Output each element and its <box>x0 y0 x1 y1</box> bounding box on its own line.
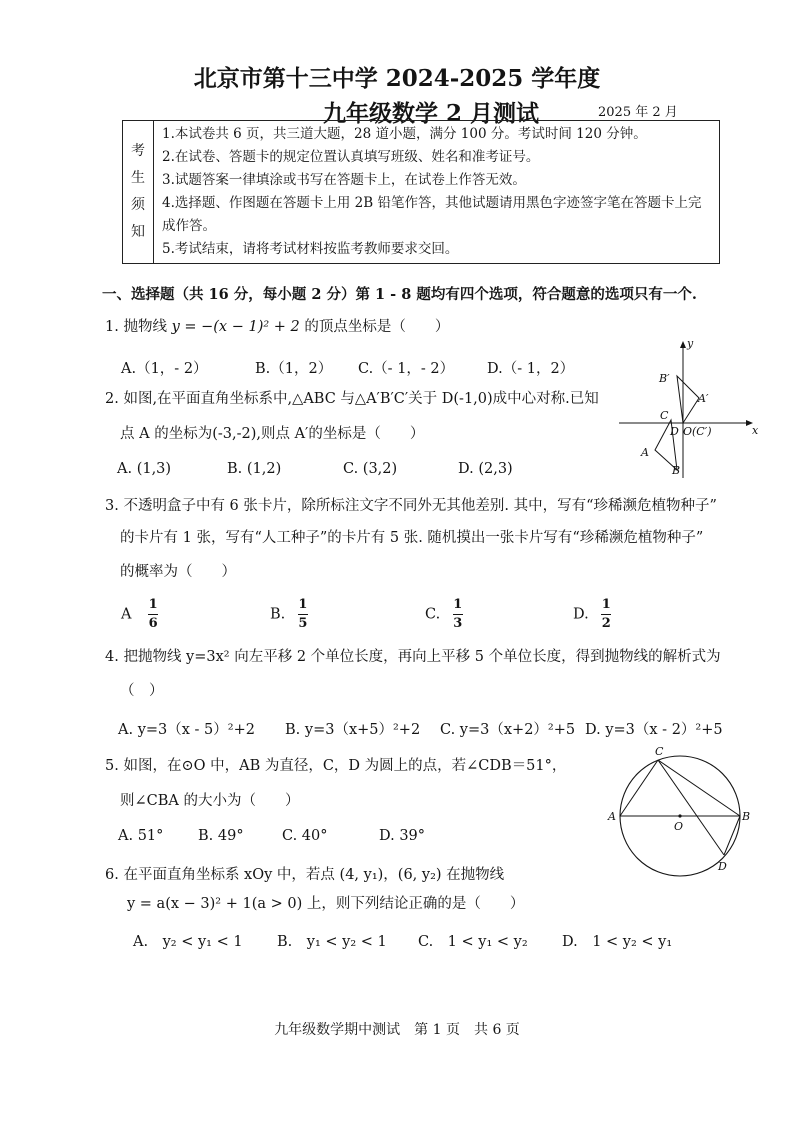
question-number: 4. <box>105 649 119 665</box>
label-c: C <box>655 745 664 758</box>
question-number: 5. <box>105 758 119 774</box>
fraction-numerator: 1 <box>298 597 308 612</box>
q4-option-d: D. y=3（x - 2）²+5 <box>585 722 723 738</box>
option-letter: C. <box>425 606 441 623</box>
label-c: C <box>660 409 669 422</box>
page-footer: 九年级数学期中测试 第 1 页 共 6 页 <box>274 1022 520 1038</box>
q6-option-a: A. y₂ < y₁ < 1 <box>133 934 243 950</box>
q1-option-d: D.（- 1，2） <box>487 361 575 377</box>
label-b-prime: B′ <box>659 372 670 385</box>
q5-option-d: D. 39° <box>379 828 426 844</box>
label-a-prime: A′ <box>698 392 709 405</box>
q2-option-b: B. (1,2) <box>227 461 282 477</box>
notice-heading-char: 须 <box>131 197 145 213</box>
q6-option-d: D. 1 < y₂ < y₁ <box>562 934 673 950</box>
question-stem: 把抛物线 y=3x² 向左平移 2 个单位长度，再向上平移 5 个单位长度，得到抛物线的解析式为 <box>123 649 721 665</box>
question-2 <box>105 384 599 414</box>
question-formula: y = −(x − 1)² + 2 <box>171 319 300 335</box>
notice-body <box>154 121 720 264</box>
label-d: D <box>718 860 727 873</box>
question-3-cont: 的卡片有 1 张，写有“人工种子”的卡片有 5 张. 随机摸出一张卡片写有“珍稀濒危植物种子” <box>120 530 704 546</box>
option-letter: B. <box>270 606 286 623</box>
y-axis-arrow <box>680 341 686 348</box>
exam-title: 北京市第十三中学 2024-2025 学年度 <box>193 65 601 92</box>
segment-ca <box>620 760 658 816</box>
question-stem: 的顶点坐标是（ ） <box>299 319 450 335</box>
question-number: 1. <box>105 319 119 335</box>
question-3 <box>105 491 717 521</box>
section-heading: 一、选择题（共 16 分，每小题 2 分）第 1 - 8 题均有四个选项，符合题意的选项只有一个. <box>102 286 697 303</box>
fraction <box>148 598 158 631</box>
fraction-denominator: 6 <box>148 616 158 631</box>
notice-item: 2.在试卷、答题卡的规定位置认真填写班级、姓名和准考证号。 <box>162 149 540 165</box>
q2-option-a: A. (1,3) <box>117 461 172 477</box>
q3-option-d <box>573 598 611 631</box>
label-d: D <box>670 425 679 438</box>
fraction <box>298 598 308 631</box>
notice-item: 4.选择题、作图题在答题卡上用 2B 铅笔作答，其他试题请用黑色字迹签字笔在答题卡上完成作答。 <box>162 195 702 234</box>
segment-cb <box>658 760 740 816</box>
fraction-numerator: 1 <box>601 597 611 612</box>
notice-item: 5.考试结束，请将考试材料按监考教师要求交回。 <box>162 241 459 257</box>
notice-box <box>122 120 720 264</box>
notice-item: 3.试题答案一律填涂或书写在答题卡上，在试卷上作答无效。 <box>162 172 526 188</box>
fraction-denominator: 5 <box>298 616 308 631</box>
notice-heading-char: 生 <box>131 170 145 186</box>
fraction <box>601 598 611 631</box>
segment-bd <box>724 816 740 855</box>
question-6 <box>105 860 504 890</box>
question-6-cont: y = a(x − 3)² + 1(a > 0) 上，则下列结论正确的是（ ） <box>127 896 525 912</box>
q5-option-b: B. 49° <box>198 828 244 844</box>
question-1 <box>105 312 449 342</box>
question-stem: 如图,在平面直角坐标系中,△ABC 与△A′B′C′关于 D(-1,0)成中心对称.已知 <box>123 391 599 407</box>
center-point <box>678 814 681 817</box>
question-stem: 抛物线 <box>123 319 172 335</box>
triangle-a-prime-b-prime-c-prime <box>677 376 699 423</box>
notice-heading-char: 考 <box>131 143 145 159</box>
label-o: O <box>674 820 684 833</box>
question-number: 6. <box>105 867 119 883</box>
fraction-denominator: 2 <box>601 616 611 631</box>
fraction-numerator: 1 <box>453 597 463 612</box>
label-a: A <box>641 446 649 459</box>
label-y: y <box>687 337 694 350</box>
question-number: 2. <box>105 391 119 407</box>
question-4-cont: （ ） <box>120 683 164 699</box>
label-o-c-prime: O(C′) <box>683 425 712 438</box>
fraction-numerator: 1 <box>148 597 158 612</box>
question-stem: 不透明盒子中有 6 张卡片，除所标注文字不同外无其他差别. 其中，写有“珍稀濒危植物种子” <box>123 498 717 514</box>
q4-option-b: B. y=3（x+5）²+2 <box>285 722 421 738</box>
label-b: B <box>672 464 681 477</box>
notice-item: 1.本试卷共 6 页，共三道大题，28 道小题，满分 100 分。考试时间 120 分钟。 <box>162 126 647 142</box>
q4-option-c: C. y=3（x+2）²+5 <box>440 722 576 738</box>
q2-option-c: C. (3,2) <box>343 461 398 477</box>
question-4 <box>105 642 721 672</box>
q6-option-b: B. y₁ < y₂ < 1 <box>277 934 387 950</box>
question-3-cont: 的概率为（ ） <box>120 564 236 580</box>
question-5 <box>105 751 566 781</box>
exam-date: 2025 年 2 月 <box>598 105 678 120</box>
q5-figure <box>602 740 762 880</box>
q5-option-a: A. 51° <box>118 828 164 844</box>
question-number: 3. <box>105 498 119 514</box>
q3-option-b <box>270 598 308 631</box>
exam-subtitle: 九年级数学 2 月测试 <box>323 100 540 127</box>
question-stem: 如图，在⊙O 中，AB 为直径，C，D 为圆上的点，若∠CDB＝51°， <box>123 758 567 774</box>
label-x: x <box>752 424 759 437</box>
notice-heading-char: 知 <box>131 224 145 240</box>
label-b: B <box>742 810 751 823</box>
option-letter: A <box>121 606 132 623</box>
question-stem: 在平面直角坐标系 xOy 中，若点 (4, y₁)，(6, y₂) 在抛物线 <box>123 867 505 883</box>
q2-figure <box>613 338 763 488</box>
option-letter: D. <box>573 606 589 623</box>
q4-option-a: A. y=3（x - 5）²+2 <box>118 722 255 738</box>
q3-option-c <box>425 598 463 631</box>
q1-option-b: B.（1，2） <box>255 361 333 377</box>
q3-option-a <box>121 598 158 631</box>
q2-option-d: D. (2,3) <box>458 461 513 477</box>
question-2-cont: 点 A 的坐标为(-3,-2),则点 A′的坐标是（ ） <box>120 426 425 442</box>
fraction <box>453 598 463 631</box>
q5-option-c: C. 40° <box>282 828 328 844</box>
question-5-cont: 则∠CBA 的大小为（ ） <box>120 793 300 809</box>
q6-option-c: C. 1 < y₁ < y₂ <box>418 934 528 950</box>
segment-cd <box>658 760 724 855</box>
q1-option-c: C.（- 1，- 2） <box>358 361 455 377</box>
label-a: A <box>608 810 616 823</box>
notice-heading <box>123 121 154 264</box>
fraction-denominator: 3 <box>453 616 463 631</box>
q1-option-a: A.（1，- 2） <box>121 361 208 377</box>
